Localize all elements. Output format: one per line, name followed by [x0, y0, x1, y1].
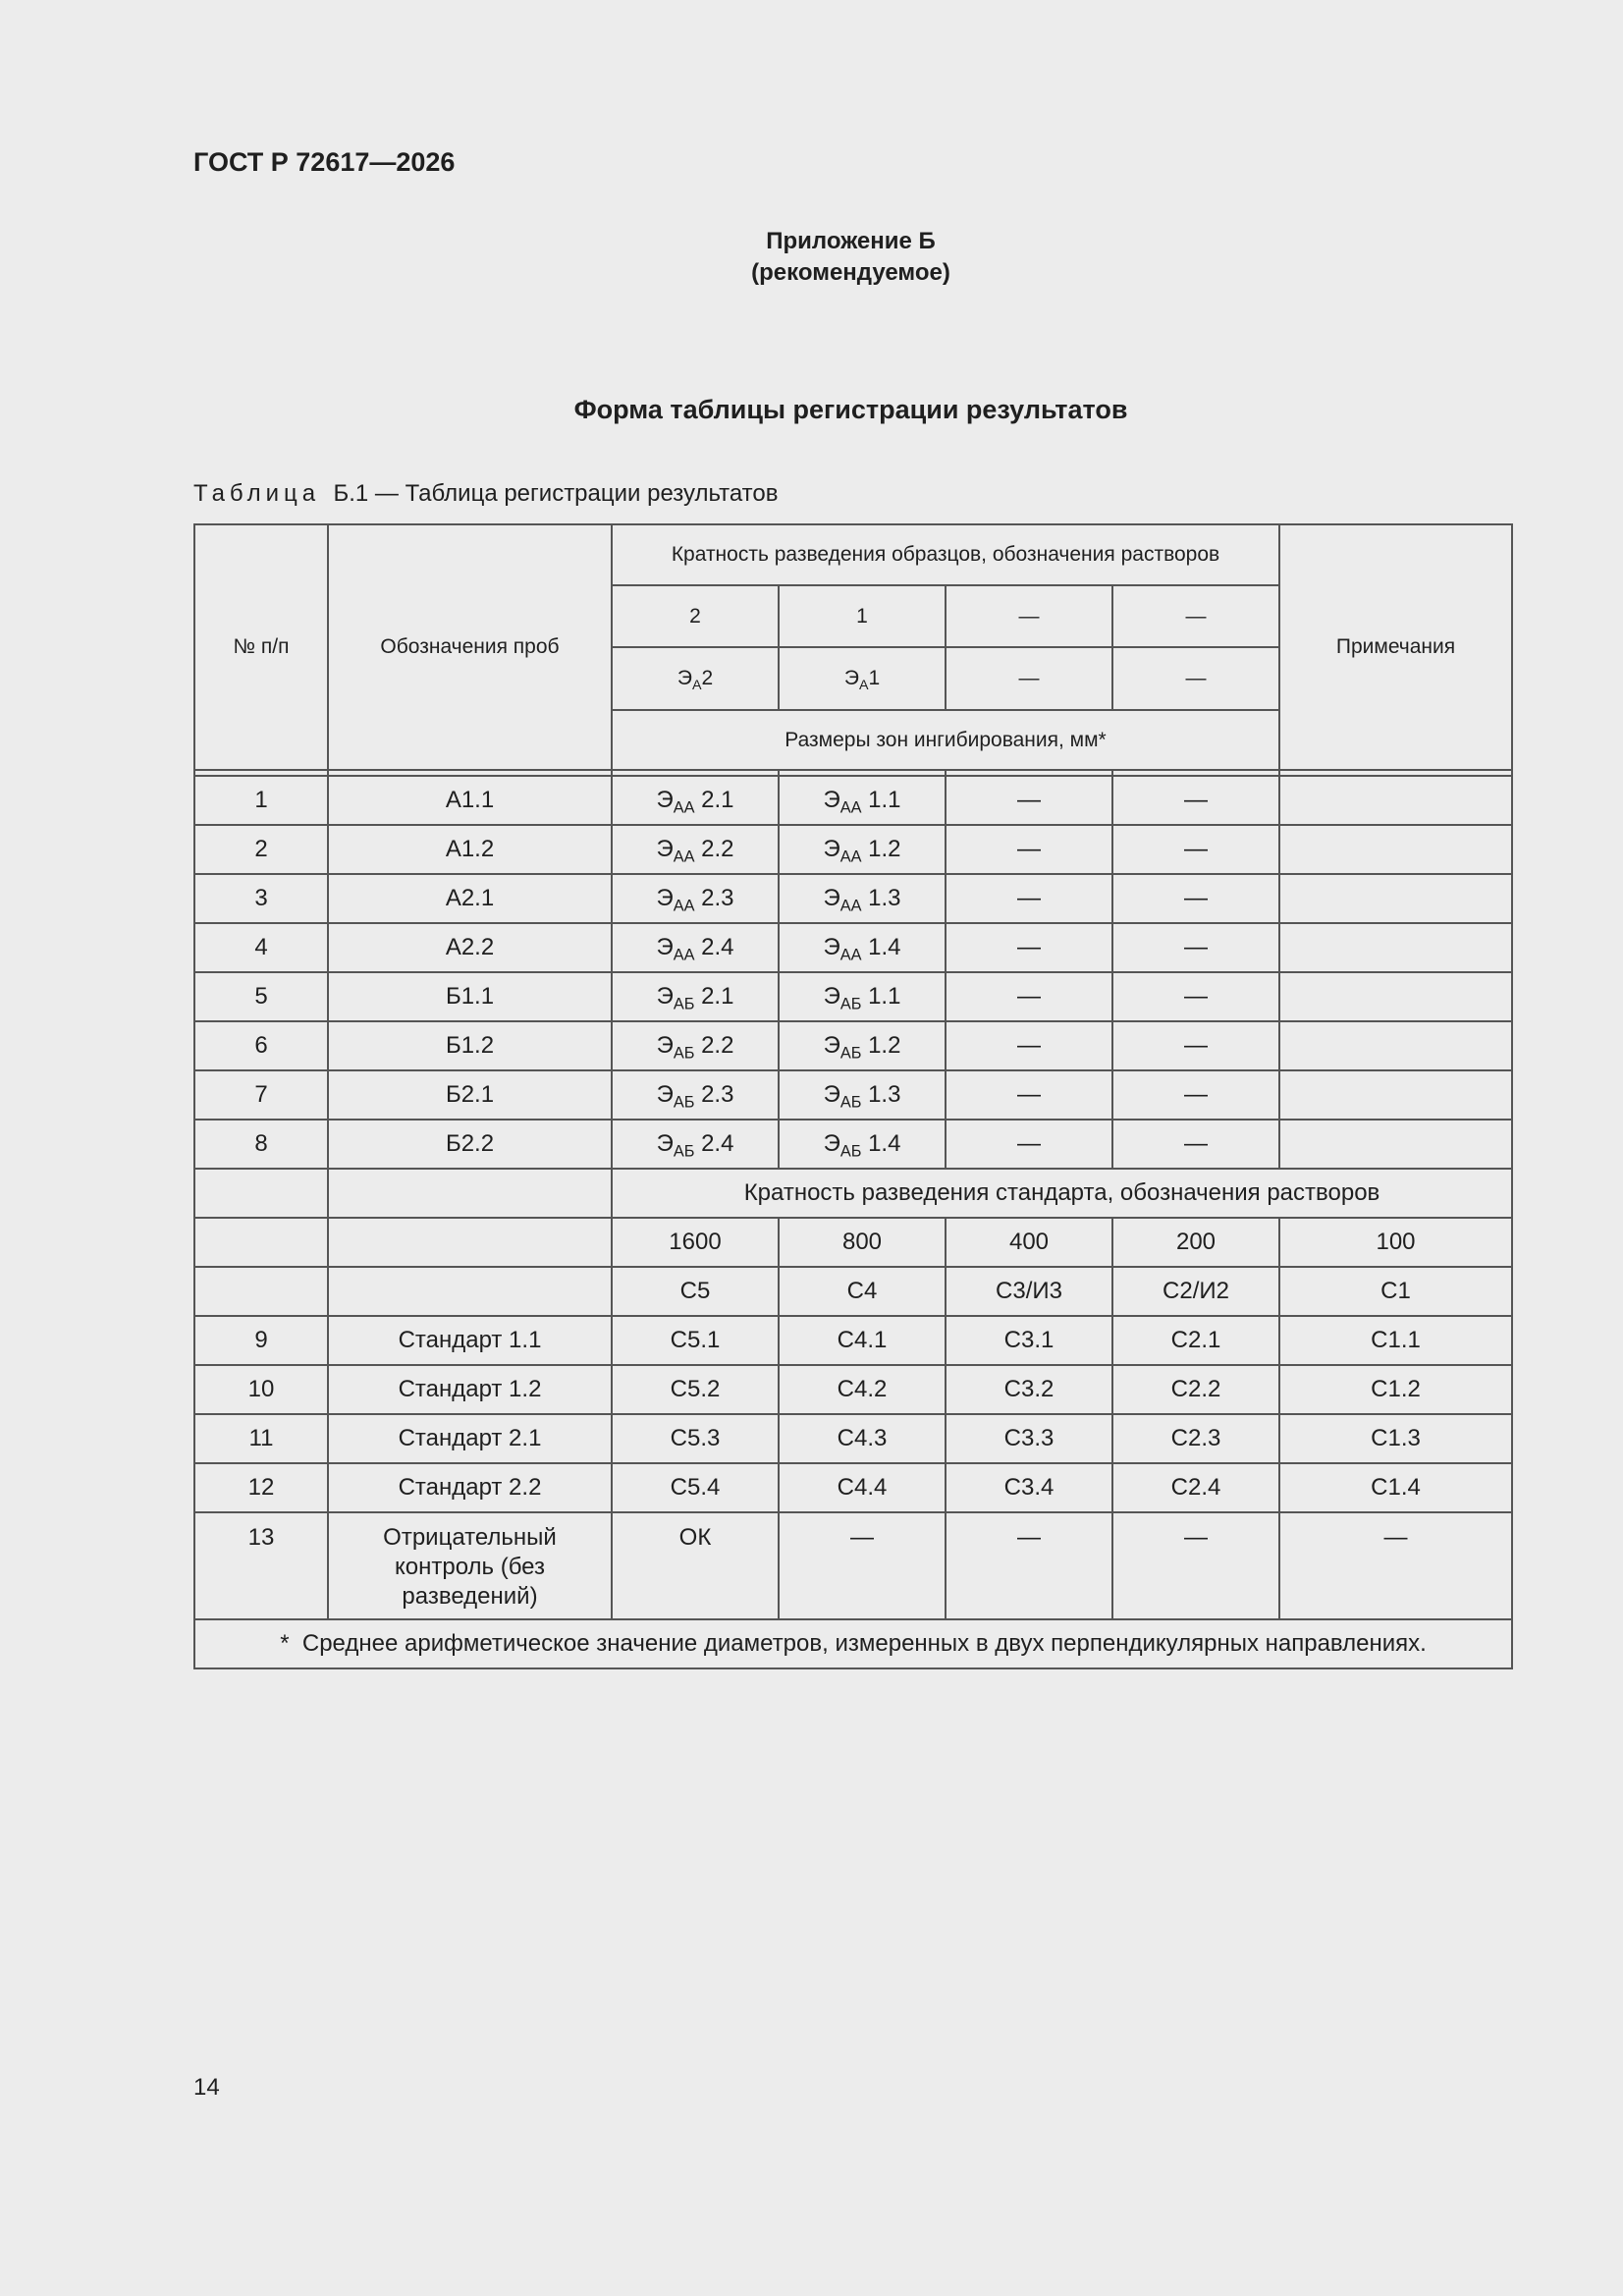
- sample-row: [194, 776, 1512, 825]
- sample-row: [194, 874, 1512, 923]
- table-cell: —: [946, 825, 1112, 874]
- table-cell: —: [1112, 1120, 1279, 1169]
- solution-cell: [779, 1070, 946, 1120]
- table-cell: С2.2: [1112, 1365, 1279, 1414]
- solution-subscript: АБ: [673, 995, 695, 1013]
- row-number: 1: [194, 776, 328, 825]
- solution-cell: [612, 923, 779, 972]
- header-probes: Обозначения проб: [328, 524, 612, 770]
- solution-cell: [612, 1070, 779, 1120]
- solution-subscript: А: [691, 677, 702, 693]
- row-number: 6: [194, 1021, 328, 1070]
- solution-value: 2.3: [694, 885, 734, 911]
- solution-cell: [779, 874, 946, 923]
- probe-name: Стандарт 2.1: [328, 1414, 612, 1463]
- table-cell: —: [1112, 874, 1279, 923]
- probe-line: контроль (без: [395, 1554, 545, 1580]
- header-dilution: Кратность разведения образцов, обозначения растворов: [612, 524, 1279, 585]
- table-cell: С3.4: [946, 1463, 1112, 1512]
- table-cell: —: [1112, 825, 1279, 874]
- footnote-mark: *: [280, 1630, 290, 1657]
- table-cell: С2.1: [1112, 1316, 1279, 1365]
- solution-cell: [612, 825, 779, 874]
- solution-cell: [612, 874, 779, 923]
- standard-row: [194, 1365, 1512, 1414]
- solution-cell: [612, 776, 779, 825]
- table-cell: С1.1: [1279, 1316, 1512, 1365]
- header-solution: [779, 647, 946, 710]
- table-cell: —: [946, 1120, 1112, 1169]
- standard-dilution-row: [194, 1218, 1512, 1267]
- solution-value: 2.1: [694, 787, 734, 813]
- table-cell: —: [946, 874, 1112, 923]
- solution-letter: Э: [676, 667, 692, 689]
- row-number: 13: [194, 1512, 328, 1619]
- solution-value: 2.4: [694, 934, 734, 960]
- solution-subscript: АА: [673, 847, 695, 866]
- solution-value: 1.2: [861, 1032, 901, 1059]
- header-dilution-value: 2: [612, 585, 779, 647]
- probe-name: Б2.1: [328, 1070, 612, 1120]
- solution-letter: Э: [656, 787, 674, 813]
- solution-letter: Э: [656, 836, 674, 862]
- table-cell: С2.4: [1112, 1463, 1279, 1512]
- solution-subscript: АБ: [673, 1142, 695, 1161]
- solution-letter: Э: [823, 1032, 840, 1059]
- solution-subscript: АБ: [839, 1142, 862, 1161]
- note-cell: [1279, 972, 1512, 1021]
- standard-code: С5: [612, 1267, 779, 1316]
- empty-cell: [194, 1169, 328, 1218]
- row-number: 9: [194, 1316, 328, 1365]
- probe-line: Отрицательный: [383, 1524, 557, 1551]
- caption-label: Таблица: [193, 480, 321, 507]
- table-cell: С4.2: [779, 1365, 946, 1414]
- appendix-heading: [0, 226, 1623, 289]
- header-notes: Примечания: [1279, 524, 1512, 770]
- table-cell: —: [1112, 1021, 1279, 1070]
- table-cell: —: [779, 1512, 946, 1619]
- probe-name: Б2.2: [328, 1120, 612, 1169]
- table-cell: —: [1112, 923, 1279, 972]
- standard-code: С2/И2: [1112, 1267, 1279, 1316]
- solution-value: 2.2: [694, 836, 734, 862]
- solution-letter: Э: [656, 983, 674, 1010]
- row-number: 4: [194, 923, 328, 972]
- header-dilution-value: 1: [779, 585, 946, 647]
- table-cell: С5.2: [612, 1365, 779, 1414]
- sample-rows: [194, 776, 1512, 1169]
- standard-dilution: 1600: [612, 1218, 779, 1267]
- solution-letter: Э: [823, 885, 840, 911]
- solution-letter: Э: [823, 787, 840, 813]
- header-solution: —: [946, 647, 1112, 710]
- solution-value: 2.3: [694, 1081, 734, 1108]
- solution-cell: [779, 972, 946, 1021]
- caption-text: Таблица регистрации результатов: [405, 480, 779, 507]
- solution-letter: Э: [656, 934, 674, 960]
- probe-name: Б1.2: [328, 1021, 612, 1070]
- solution-subscript: АА: [673, 798, 695, 817]
- table-cell: С5.4: [612, 1463, 779, 1512]
- solution-letter: Э: [823, 1130, 840, 1157]
- solution-subscript: АА: [839, 798, 862, 817]
- solution-subscript: АА: [673, 946, 695, 964]
- solution-subscript: АБ: [839, 995, 862, 1013]
- solution-letter: Э: [656, 885, 674, 911]
- caption-dash: —: [368, 480, 406, 507]
- table-cell: С1.2: [1279, 1365, 1512, 1414]
- solution-letter: Э: [656, 1081, 674, 1108]
- sample-row: [194, 923, 1512, 972]
- solution-cell: [779, 923, 946, 972]
- table-cell: —: [1112, 1512, 1279, 1619]
- solution-cell: [779, 825, 946, 874]
- table-cell: —: [1112, 972, 1279, 1021]
- note-cell: [1279, 776, 1512, 825]
- solution-subscript: АА: [839, 946, 862, 964]
- solution-value: 1.4: [861, 934, 901, 960]
- header-zones: Размеры зон ингибирования, мм*: [612, 710, 1279, 770]
- table-cell: —: [1112, 776, 1279, 825]
- solution-letter: Э: [843, 667, 859, 689]
- solution-value: 1.3: [861, 885, 901, 911]
- caption-number: Б.1: [333, 480, 369, 507]
- table-cell: С1.4: [1279, 1463, 1512, 1512]
- solution-letter: Э: [823, 1081, 840, 1108]
- probe-name: А2.1: [328, 874, 612, 923]
- table-cell: С1.3: [1279, 1414, 1512, 1463]
- solution-value: 1.1: [861, 787, 901, 813]
- note-cell: [1279, 1021, 1512, 1070]
- empty-cell: [194, 1218, 328, 1267]
- table-cell: —: [1112, 1070, 1279, 1120]
- footnote: [194, 1619, 1512, 1668]
- standard-row: [194, 1463, 1512, 1512]
- probe-name: А1.1: [328, 776, 612, 825]
- probe-name: А1.2: [328, 825, 612, 874]
- standard-header-row: [194, 1169, 1512, 1218]
- note-cell: [1279, 923, 1512, 972]
- solution-value: 2.1: [694, 983, 734, 1010]
- sample-row: [194, 825, 1512, 874]
- note-cell: [1279, 1120, 1512, 1169]
- solution-cell: [612, 972, 779, 1021]
- standard-section: [194, 1169, 1512, 1316]
- table-caption: [193, 480, 778, 508]
- solution-cell: [612, 1021, 779, 1070]
- empty-cell: [194, 1267, 328, 1316]
- solution-letter: Э: [823, 934, 840, 960]
- negative-control-row: [194, 1512, 1512, 1619]
- table-cell: С4.4: [779, 1463, 946, 1512]
- note-cell: [1279, 825, 1512, 874]
- solution-letter: Э: [656, 1130, 674, 1157]
- note-cell: [1279, 874, 1512, 923]
- standard-dilution: 100: [1279, 1218, 1512, 1267]
- solution-value: 2.4: [694, 1130, 734, 1157]
- table-cell: С3.3: [946, 1414, 1112, 1463]
- solution-cell: [779, 1021, 946, 1070]
- solution-subscript: АБ: [673, 1093, 695, 1112]
- standard-dilution: 200: [1112, 1218, 1279, 1267]
- solution-cell: [779, 776, 946, 825]
- probe-name: Б1.1: [328, 972, 612, 1021]
- solution-value: 1.3: [861, 1081, 901, 1108]
- row-number: 2: [194, 825, 328, 874]
- solution-cell: [612, 1120, 779, 1169]
- solution-value: 1.1: [861, 983, 901, 1010]
- probe-name: [328, 1512, 612, 1619]
- document-code: ГОСТ Р 72617—2026: [193, 147, 456, 177]
- standard-code-row: [194, 1267, 1512, 1316]
- table-cell: С2.3: [1112, 1414, 1279, 1463]
- table-cell: С5.3: [612, 1414, 779, 1463]
- standard-code: С1: [1279, 1267, 1512, 1316]
- results-table: [193, 523, 1513, 1669]
- table-cell: С3.1: [946, 1316, 1112, 1365]
- header-row: [194, 524, 1512, 585]
- row-number: 8: [194, 1120, 328, 1169]
- standard-code: С4: [779, 1267, 946, 1316]
- footnote-row: [194, 1619, 1512, 1668]
- table-cell: —: [946, 1070, 1112, 1120]
- solution-letter: Э: [823, 836, 840, 862]
- probe-name: Стандарт 2.2: [328, 1463, 612, 1512]
- standard-dilution: 400: [946, 1218, 1112, 1267]
- standard-row: [194, 1316, 1512, 1365]
- appendix-status: (рекомендуемое): [751, 259, 950, 286]
- row-number: 10: [194, 1365, 328, 1414]
- table-cell: —: [946, 776, 1112, 825]
- table-cell: С4.3: [779, 1414, 946, 1463]
- solution-value: 1.4: [861, 1130, 901, 1157]
- row-number: 5: [194, 972, 328, 1021]
- probe-name: Стандарт 1.2: [328, 1365, 612, 1414]
- sample-row: [194, 972, 1512, 1021]
- page-number: 14: [193, 2074, 220, 2101]
- solution-subscript: А: [858, 677, 869, 693]
- solution-subscript: АА: [839, 897, 862, 915]
- standard-rows: [194, 1316, 1512, 1512]
- table-cell: —: [946, 1021, 1112, 1070]
- sample-row: [194, 1120, 1512, 1169]
- header-solution: [612, 647, 779, 710]
- header-solution: —: [1112, 647, 1279, 710]
- form-title: Форма таблицы регистрации результатов: [573, 395, 1128, 424]
- row-number: 11: [194, 1414, 328, 1463]
- row-number: 3: [194, 874, 328, 923]
- note-cell: [1279, 1070, 1512, 1120]
- solution-cell: [779, 1120, 946, 1169]
- negative-section: [194, 1512, 1512, 1668]
- row-number: 7: [194, 1070, 328, 1120]
- standard-code: С3/И3: [946, 1267, 1112, 1316]
- solution-letter: Э: [656, 1032, 674, 1059]
- appendix-title: Приложение Б: [766, 228, 936, 254]
- standard-dilution: 800: [779, 1218, 946, 1267]
- row-number: 12: [194, 1463, 328, 1512]
- sample-row: [194, 1021, 1512, 1070]
- header-dilution-value: —: [946, 585, 1112, 647]
- table-cell: С3.2: [946, 1365, 1112, 1414]
- solution-value: 2.2: [694, 1032, 734, 1059]
- empty-cell: [328, 1169, 612, 1218]
- footnote-text: Среднее арифметическое значение диаметров, измеренных в двух перпендикулярных направлениях.: [301, 1630, 1427, 1657]
- table-cell: С4.1: [779, 1316, 946, 1365]
- table-cell: —: [946, 923, 1112, 972]
- solution-subscript: АА: [673, 897, 695, 915]
- header-dilution-value: —: [1112, 585, 1279, 647]
- solution-value: 1.2: [861, 836, 901, 862]
- solution-subscript: АБ: [839, 1044, 862, 1063]
- table-cell: —: [946, 1512, 1112, 1619]
- solution-subscript: АА: [839, 847, 862, 866]
- probe-name: Стандарт 1.1: [328, 1316, 612, 1365]
- solution-value: 2: [701, 667, 714, 689]
- solution-subscript: АБ: [839, 1093, 862, 1112]
- solution-value: 1: [868, 667, 881, 689]
- table-cell: ОК: [612, 1512, 779, 1619]
- standard-header-title: Кратность разведения стандарта, обозначения растворов: [612, 1169, 1512, 1218]
- probe-line: разведений): [402, 1583, 538, 1610]
- solution-letter: Э: [823, 983, 840, 1010]
- table-cell: —: [946, 972, 1112, 1021]
- table-cell: —: [1279, 1512, 1512, 1619]
- table-cell: С5.1: [612, 1316, 779, 1365]
- sample-row: [194, 1070, 1512, 1120]
- header-num: № п/п: [194, 524, 328, 770]
- solution-subscript: АБ: [673, 1044, 695, 1063]
- probe-name: А2.2: [328, 923, 612, 972]
- empty-cell: [328, 1218, 612, 1267]
- standard-row: [194, 1414, 1512, 1463]
- empty-cell: [328, 1267, 612, 1316]
